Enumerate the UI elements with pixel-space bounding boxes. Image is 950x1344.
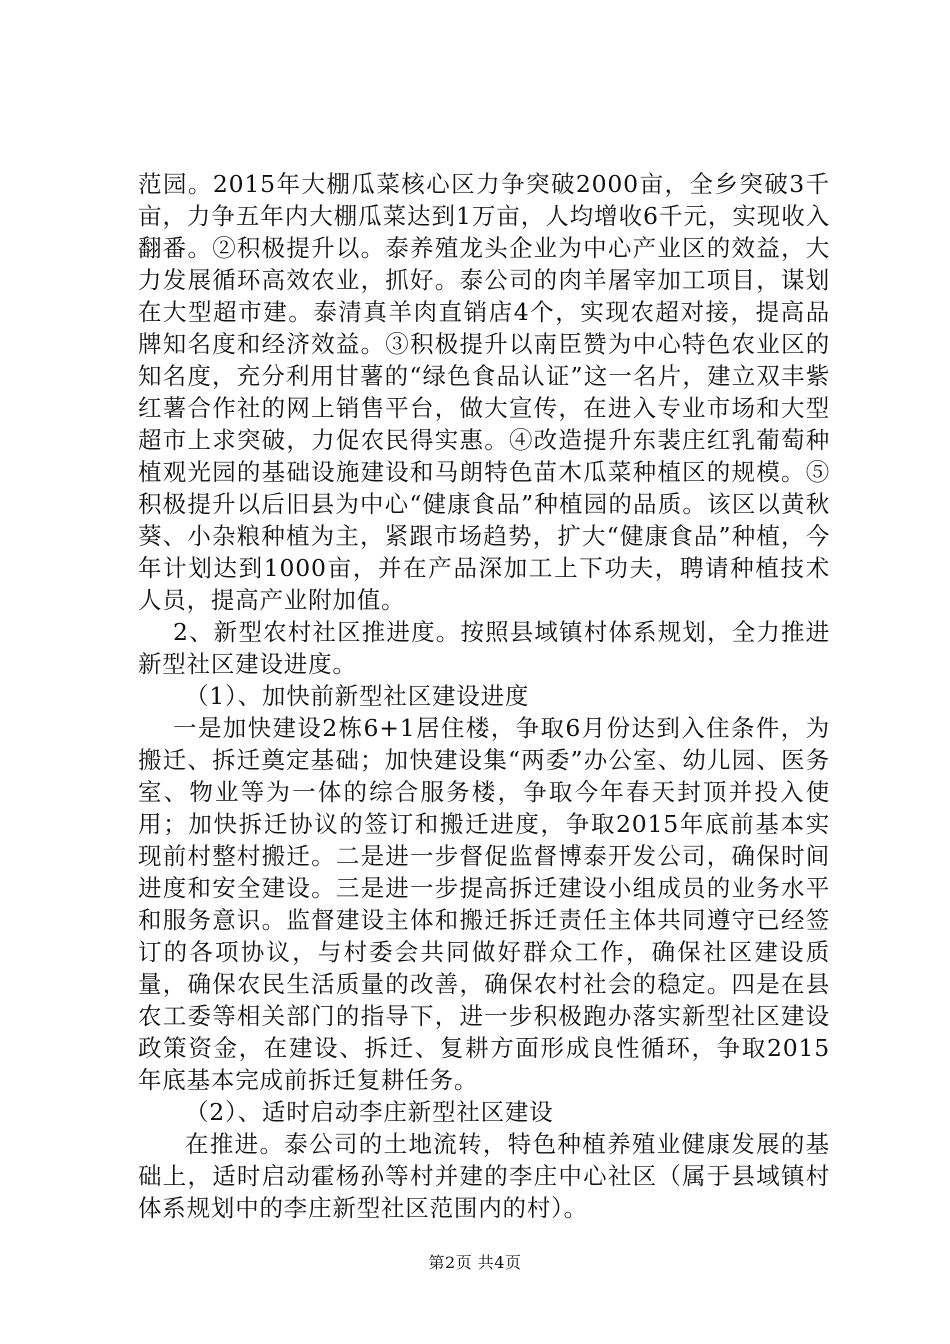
page-footer: 第2页 共4页 [428, 1253, 522, 1272]
paragraph-agriculture-zones: 范园。2015年大棚瓜菜核心区力争突破2000亩，全乡突破3千亩，力争五年内大棚瓜菜达到1万亩，人均增收6千元，实现收入翻番。②积极提升以。泰养殖龙头企业为中心产业区的效益，大力发展循环高效农业，抓好。泰公司的肉羊屠宰加工项目，谋划在大型超市建。泰清真羊肉直销店4个，实现农超对接，提高品牌知名度和经济效益。③积极提升以南臣赞为中心特色农业区的知名度，充分利用甘薯的“绿色食品认证”这一名片，建立双丰紫红薯合作社的网上销售平台，做大宣传，在进入专业市场和大型超市上求突破，力促农民得实惠。④改造提升东裴庄红乳葡萄种植观光园的基础设施建设和马朗特色苗木瓜菜种植区的规模。⑤积极提升以后旧县为中心“健康食品”种植园的品质。该区以黄秋葵、小杂粮种植为主，紧跟市场趋势，扩大“健康食品”种植，今年计划达到1000亩，并在产品深加工上下功夫，聘请种植技术人员，提高产业附加值。 [138, 170, 830, 614]
paragraph-lizhuang-community-details: 在推进。泰公司的土地流转，特色种植养殖业健康发展的基础上，适时启动霍杨孙等村并建的李庄中心社区（属于县域镇村体系规划中的李庄新型社区范围内的村）。 [138, 1130, 830, 1222]
paragraph-rural-community-heading: 2、新型农村社区推进度。按照县域镇村体系规划，全力推进新型社区建设进度。 [138, 618, 830, 678]
subheading-lizhuang-community: （2）、适时启动李庄新型社区建设 [185, 1098, 554, 1126]
paragraph-qian-community-details: 一是加快建设2栋6+1居住楼，争取6月份达到入住条件，为搬迁、拆迁奠定基础；加快建设集“两委”办公室、幼儿园、医务室、物业等为一体的综合服务楼，争取今年春天封顶并投入使用；加快拆迁协议的签订和搬迁进度，争取2015年底前基本实现前村整村搬迁。二是进一步督促监督博泰开发公司，确保时间进度和安全建设。三是进一步提高拆迁建设小组成员的业务水平和服务意识。监督建设主体和搬迁拆迁责任主体共同遵守已经签订的各项协议，与村委会共同做好群众工作，确保社区建设质量，确保农民生活质量的改善，确保农村社会的稳定。四是在县农工委等相关部门的指导下，进一步积极跑办落实新型社区建设政策资金，在建设、拆迁、复耕方面形成良性循环，争取2015年底基本完成前拆迁复耕任务。 [138, 714, 830, 1094]
subheading-qian-community: （1）、加快前新型社区建设进度 [185, 682, 530, 710]
document-body [138, 168, 830, 1224]
